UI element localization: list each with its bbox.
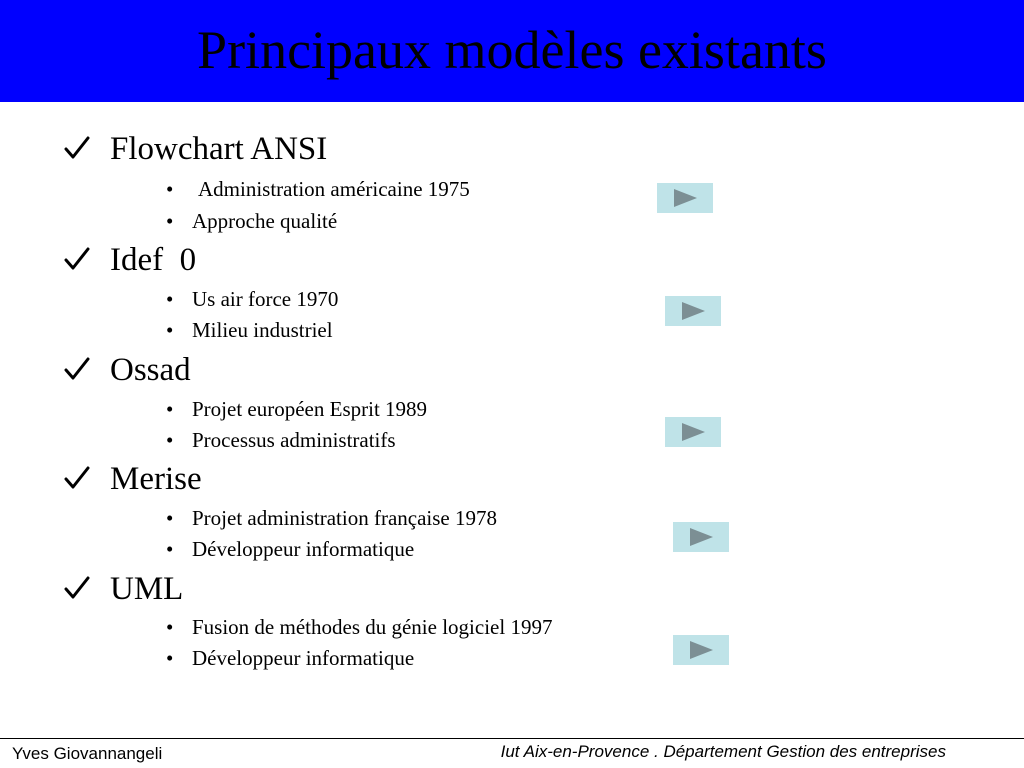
bullet-text: Développeur informatique [192, 537, 415, 561]
play-button-merise[interactable] [673, 522, 729, 552]
checkmark-icon [64, 465, 90, 491]
checkmark-icon [64, 246, 90, 272]
bullet-icon: • [166, 646, 174, 670]
play-triangle-icon [657, 183, 713, 213]
play-triangle-icon [673, 635, 729, 665]
section-label: Merise [110, 461, 202, 497]
bullet-text: Approche qualité [192, 209, 338, 233]
bullet-icon: • [166, 506, 174, 530]
footer-author: Yves Giovannangeli [12, 744, 163, 763]
bullet-text: Projet européen Esprit 1989 [192, 397, 428, 421]
bullet-text: Développeur informatique [192, 646, 415, 670]
play-button-uml[interactable] [673, 635, 729, 665]
section-label: Flowchart ANSI [110, 131, 328, 167]
footer-divider [0, 738, 1024, 739]
bullet-text: Projet administration française 1978 [192, 506, 498, 530]
play-triangle-icon [665, 296, 721, 326]
bullet-text: Us air force 1970 [192, 287, 339, 311]
play-button-flowchart-ansi[interactable] [657, 183, 713, 213]
bullet-icon: • [166, 177, 174, 201]
footer-institution: Iut Aix-en-Provence . Département Gestion des entreprises [500, 742, 946, 761]
play-triangle-icon [665, 417, 721, 447]
section-label: UML [110, 571, 184, 607]
bullet-icon: • [166, 537, 174, 561]
play-triangle-icon [673, 522, 729, 552]
bullet-text: Processus administratifs [192, 428, 396, 452]
bullet-icon: • [166, 318, 174, 342]
bullet-text: Administration américaine 1975 [198, 177, 470, 201]
bullet-text: Milieu industriel [192, 318, 333, 342]
bullet-icon: • [166, 428, 174, 452]
play-button-idef-0[interactable] [665, 296, 721, 326]
section-label: Ossad [110, 352, 191, 388]
bullet-icon: • [166, 615, 174, 639]
checkmark-icon [64, 575, 90, 601]
bullet-icon: • [166, 397, 174, 421]
checkmark-icon [64, 356, 90, 382]
bullet-icon: • [166, 209, 174, 233]
slide-title: Principaux modèles existants [197, 20, 827, 80]
play-button-ossad[interactable] [665, 417, 721, 447]
bullet-text: Fusion de méthodes du génie logiciel 1997 [192, 615, 553, 639]
bullet-icon: • [166, 287, 174, 311]
checkmark-icon [64, 135, 90, 161]
section-label: Idef 0 [110, 242, 197, 278]
